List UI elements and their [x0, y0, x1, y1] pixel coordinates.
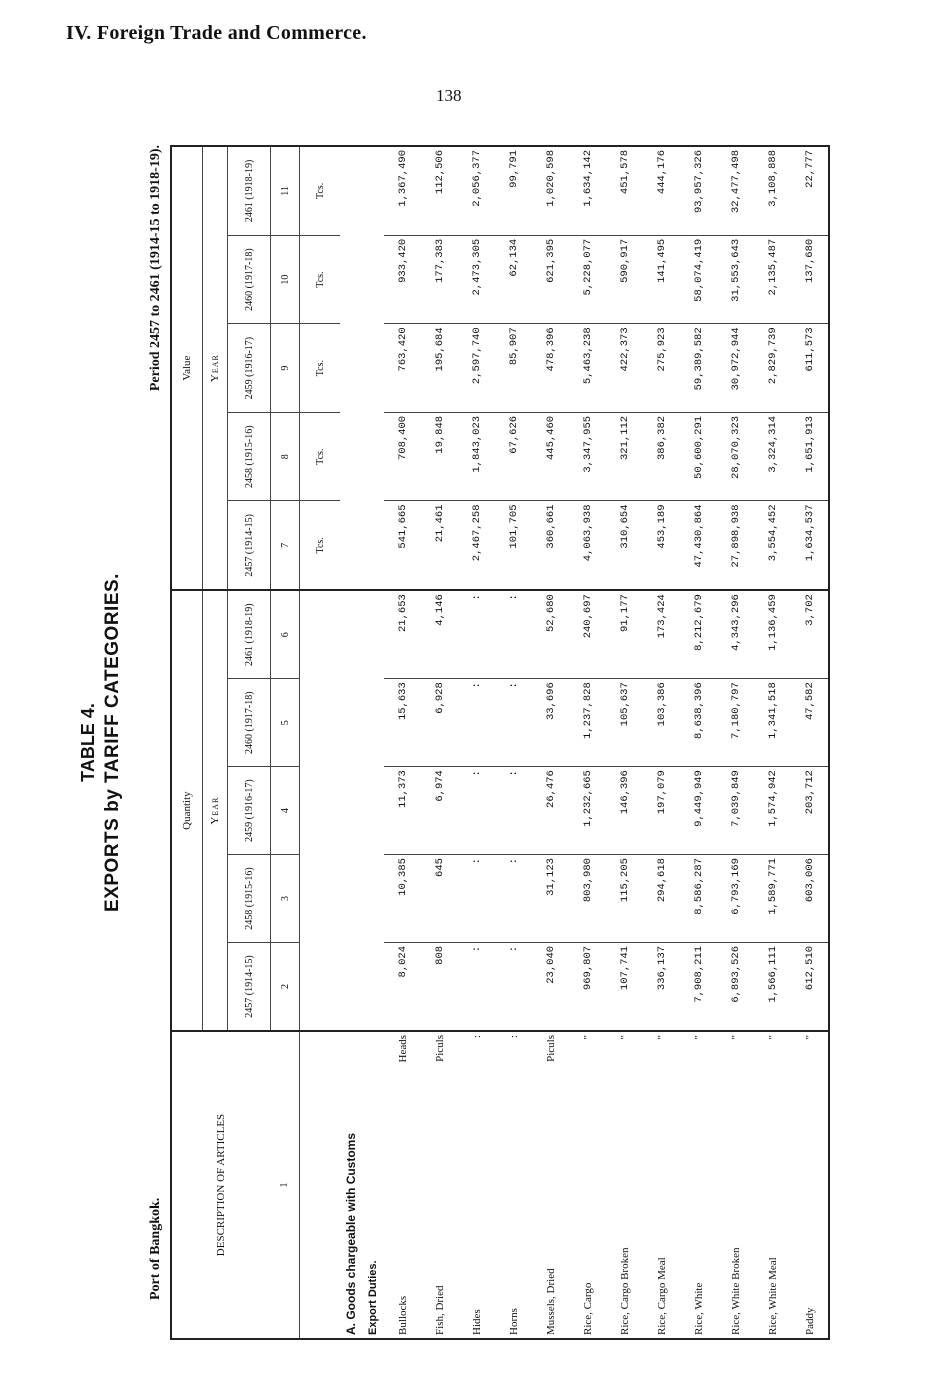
quantity-cell: 803,980 — [569, 855, 606, 943]
article-name: Horns — [507, 1308, 520, 1335]
subsection-heading: Export Duties. — [362, 1031, 384, 1339]
quantity-cell: 15,633 — [384, 679, 421, 767]
article-name: Rice, Cargo — [581, 1282, 594, 1335]
table-row — [680, 146, 717, 1339]
value-cell: 47,430,864 — [680, 501, 717, 590]
value-cell: 708,400 — [384, 412, 421, 501]
value-cell: 85,907 — [495, 324, 532, 413]
page-number: 138 — [436, 86, 462, 105]
quantity-cell: 4,343,296 — [717, 590, 754, 679]
value-cell: 478,396 — [532, 324, 569, 413]
value-cell: 541,665 — [384, 501, 421, 590]
column-number: 8 — [271, 412, 300, 501]
article-unit: " — [581, 1035, 594, 1040]
value-cell: 58,074,419 — [680, 235, 717, 324]
quantity-cell: 240,697 — [569, 590, 606, 679]
value-unit: Tcs. — [300, 235, 341, 324]
article-unit: " — [766, 1035, 779, 1040]
quantity-cell: 1,232,665 — [569, 767, 606, 855]
column-number: 5 — [271, 679, 300, 767]
value-cell: 19,848 — [421, 412, 458, 501]
year-column-header: 2458 (1915-16) — [228, 855, 271, 943]
quantity-cell: 4,146 — [421, 590, 458, 679]
article-unit: " — [655, 1035, 668, 1040]
quantity-cell: 107,741 — [618, 945, 631, 991]
table-row — [532, 146, 569, 1339]
description-header: DESCRIPTION OF ARTICLES — [171, 1031, 271, 1339]
quantity-year-header: Year — [203, 590, 228, 1031]
quantity-header: Quantity — [171, 590, 203, 1031]
value-unit: Tcs. — [300, 412, 341, 501]
quantity-cell: : — [470, 945, 483, 953]
running-header: IV. Foreign Trade and Commerce. — [66, 22, 367, 44]
value-cell: 137,680 — [791, 235, 829, 324]
exports-table — [170, 145, 830, 1340]
quantity-cell: : — [458, 767, 495, 855]
year-column-header: 2460 (1917-18) — [228, 679, 271, 767]
quantity-cell: 1,237,828 — [569, 679, 606, 767]
value-cell: 1,634,142 — [569, 146, 606, 235]
quantity-cell: : — [495, 767, 532, 855]
value-cell: 101,705 — [495, 501, 532, 590]
quantity-cell: 7,908,211 — [692, 945, 705, 1003]
value-cell: 933,420 — [384, 235, 421, 324]
quantity-cell: : — [495, 590, 532, 679]
article-name: Fish, Dried — [433, 1285, 446, 1335]
quantity-cell: 21,653 — [384, 590, 421, 679]
table-row — [384, 146, 421, 1339]
quantity-cell: 612,510 — [803, 945, 816, 991]
value-cell: 99,791 — [495, 146, 532, 235]
column-number: 7 — [271, 501, 300, 590]
quantity-cell: : — [495, 855, 532, 943]
value-cell: 590,917 — [606, 235, 643, 324]
value-cell: 2,056,377 — [458, 146, 495, 235]
quantity-cell: 6,793,169 — [717, 855, 754, 943]
article-unit: : — [470, 1035, 483, 1039]
value-cell: 22,777 — [791, 146, 829, 235]
quantity-cell: 23,040 — [544, 945, 557, 984]
value-cell: 444,176 — [643, 146, 680, 235]
column-number: 6 — [271, 590, 300, 679]
column-number: 4 — [271, 767, 300, 855]
table-row — [754, 146, 791, 1339]
quantity-cell: 6,928 — [421, 679, 458, 767]
article-unit: " — [692, 1035, 705, 1040]
value-cell: 321,112 — [606, 412, 643, 501]
value-cell: 3,324,314 — [754, 412, 791, 501]
quantity-cell: 1,574,942 — [754, 767, 791, 855]
value-cell: 2,135,487 — [754, 235, 791, 324]
quantity-cell: : — [507, 945, 520, 953]
quantity-cell: 31,123 — [532, 855, 569, 943]
year-column-header: 2459 (1916-17) — [228, 767, 271, 855]
value-cell: 141,495 — [643, 235, 680, 324]
quantity-cell: 645 — [421, 855, 458, 943]
quantity-cell: 103,386 — [643, 679, 680, 767]
value-cell: 3,554,452 — [754, 501, 791, 590]
value-cell: 59,389,582 — [680, 324, 717, 413]
rotated-table-sheet — [78, 145, 858, 1340]
article-name: Hides — [470, 1309, 483, 1335]
quantity-cell: : — [458, 679, 495, 767]
value-cell: 1,020,598 — [532, 146, 569, 235]
value-cell: 3,108,888 — [754, 146, 791, 235]
article-unit: : — [507, 1035, 520, 1039]
value-unit: Tcs. — [300, 146, 341, 235]
quantity-cell: 808 — [433, 945, 446, 965]
value-cell: 422,373 — [606, 324, 643, 413]
value-year-header: Year — [203, 146, 228, 590]
value-cell: 62,134 — [495, 235, 532, 324]
value-cell: 21,461 — [421, 501, 458, 590]
year-column-header: 2459 (1916-17) — [228, 324, 271, 413]
quantity-cell: 336,137 — [655, 945, 668, 991]
quantity-cell: 969,807 — [581, 945, 594, 991]
quantity-cell: 146,396 — [606, 767, 643, 855]
value-cell: 763,420 — [384, 324, 421, 413]
year-column-header: 2457 (1914-15) — [228, 942, 271, 1031]
quantity-cell: : — [458, 855, 495, 943]
value-cell: 310,654 — [606, 501, 643, 590]
column-number-row — [271, 146, 300, 1339]
quantity-cell: 52,680 — [532, 590, 569, 679]
quantity-cell: 3,702 — [791, 590, 829, 679]
value-cell: 611,573 — [791, 324, 829, 413]
table-row — [458, 146, 495, 1339]
value-cell: 32,477,498 — [717, 146, 754, 235]
article-name: Bullocks — [396, 1295, 409, 1335]
year-column-header: 2458 (1915-16) — [228, 412, 271, 501]
quantity-cell: 9,449,949 — [680, 767, 717, 855]
quantity-cell: 47,582 — [791, 679, 829, 767]
value-cell: 1,634,537 — [791, 501, 829, 590]
quantity-cell: 115,205 — [606, 855, 643, 943]
period-label: Period 2457 to 2461 (1914-15 to 1918-19). — [148, 145, 163, 392]
table-row — [421, 146, 458, 1339]
article-name: Rice, White Broken — [729, 1247, 742, 1335]
value-cell: 386,382 — [643, 412, 680, 501]
value-cell: 67,626 — [495, 412, 532, 501]
value-cell: 195,684 — [421, 324, 458, 413]
table-row — [569, 146, 606, 1339]
quantity-cell: 1,341,518 — [754, 679, 791, 767]
value-cell: 445,460 — [532, 412, 569, 501]
unit-row — [300, 146, 341, 1339]
value-cell: 31,553,643 — [717, 235, 754, 324]
value-cell: 275,923 — [643, 324, 680, 413]
value-cell: 28,070,323 — [717, 412, 754, 501]
quantity-cell: 26,476 — [532, 767, 569, 855]
article-unit: Piculs — [433, 1035, 446, 1062]
quantity-cell: 7,039,849 — [717, 767, 754, 855]
article-name: Rice, White — [692, 1282, 705, 1335]
year-column-header: 2461 (1918-19) — [228, 590, 271, 679]
quantity-cell: 1,589,771 — [754, 855, 791, 943]
value-unit: Tcs. — [300, 324, 341, 413]
quantity-cell: 11,373 — [384, 767, 421, 855]
year-column-header: 2461 (1918-19) — [228, 146, 271, 235]
column-number: 11 — [271, 146, 300, 235]
value-cell: 93,957,326 — [680, 146, 717, 235]
value-cell: 5,463,238 — [569, 324, 606, 413]
article-unit: " — [729, 1035, 742, 1040]
value-header: Value — [171, 146, 203, 590]
value-cell: 1,843,023 — [458, 412, 495, 501]
value-cell: 27,898,938 — [717, 501, 754, 590]
column-number: 2 — [271, 942, 300, 1031]
column-number: 9 — [271, 324, 300, 413]
table-row — [643, 146, 680, 1339]
quantity-cell: 197,079 — [643, 767, 680, 855]
table-row — [791, 146, 829, 1339]
column-number: 3 — [271, 855, 300, 943]
value-cell: 2,829,739 — [754, 324, 791, 413]
quantity-cell: 6,974 — [421, 767, 458, 855]
quantity-cell: : — [495, 679, 532, 767]
article-unit: " — [803, 1035, 816, 1040]
quantity-cell: 10,385 — [384, 855, 421, 943]
value-cell: 50,600,291 — [680, 412, 717, 501]
value-cell: 4,063,938 — [569, 501, 606, 590]
quantity-cell: 173,424 — [643, 590, 680, 679]
quantity-cell: : — [458, 590, 495, 679]
year-column-header: 2460 (1917-18) — [228, 235, 271, 324]
value-cell: 451,578 — [606, 146, 643, 235]
article-name: Paddy — [803, 1307, 816, 1335]
article-unit: Heads — [396, 1035, 409, 1063]
article-unit: Piculs — [544, 1035, 557, 1062]
value-cell: 621,395 — [532, 235, 569, 324]
value-cell: 453,189 — [643, 501, 680, 590]
value-cell: 2,597,740 — [458, 324, 495, 413]
article-name: Mussels, Dried — [544, 1268, 557, 1335]
value-cell: 5,228,077 — [569, 235, 606, 324]
value-cell: 1,367,490 — [384, 146, 421, 235]
value-cell: 30,972,944 — [717, 324, 754, 413]
value-cell: 2,467,258 — [458, 501, 495, 590]
table-subtitle: EXPORTS by TARIFF CATEGORIES. — [102, 573, 123, 912]
table-row — [717, 146, 754, 1339]
quantity-cell: 91,177 — [606, 590, 643, 679]
value-cell: 177,383 — [421, 235, 458, 324]
quantity-cell: 7,180,797 — [717, 679, 754, 767]
quantity-cell: 33,696 — [532, 679, 569, 767]
quantity-cell: 203,712 — [791, 767, 829, 855]
quantity-cell: 6,893,526 — [729, 945, 742, 1003]
quantity-cell: 105,637 — [606, 679, 643, 767]
table-title: TABLE 4. — [78, 703, 98, 782]
value-cell: 360,661 — [532, 501, 569, 590]
value-cell: 1,651,913 — [791, 412, 829, 501]
quantity-cell: 8,024 — [396, 945, 409, 978]
quantity-cell: 8,586,287 — [680, 855, 717, 943]
quantity-cell: 294,618 — [643, 855, 680, 943]
column-number: 10 — [271, 235, 300, 324]
column-number: 1 — [271, 1031, 300, 1339]
table-row — [495, 146, 532, 1339]
article-unit: " — [618, 1035, 631, 1040]
article-name: Rice, Cargo Broken — [618, 1247, 631, 1335]
value-cell: 3,347,955 — [569, 412, 606, 501]
year-column-header: 2457 (1914-15) — [228, 501, 271, 590]
quantity-cell: 1,136,459 — [754, 590, 791, 679]
value-cell: 2,473,305 — [458, 235, 495, 324]
quantity-cell: 8,212,679 — [680, 590, 717, 679]
section-heading: A. Goods chargeable with Customs — [340, 1031, 362, 1339]
quantity-cell: 8,638,396 — [680, 679, 717, 767]
article-name: Rice, Cargo Meal — [655, 1257, 668, 1335]
quantity-cell: 1,566,111 — [766, 945, 779, 1003]
table-row — [606, 146, 643, 1339]
value-unit: Tcs. — [300, 501, 341, 590]
port-label: Port of Bangkok. — [148, 1197, 163, 1300]
value-cell: 112,506 — [421, 146, 458, 235]
article-name: Rice, White Meal — [766, 1257, 779, 1335]
quantity-cell: 603,006 — [791, 855, 829, 943]
